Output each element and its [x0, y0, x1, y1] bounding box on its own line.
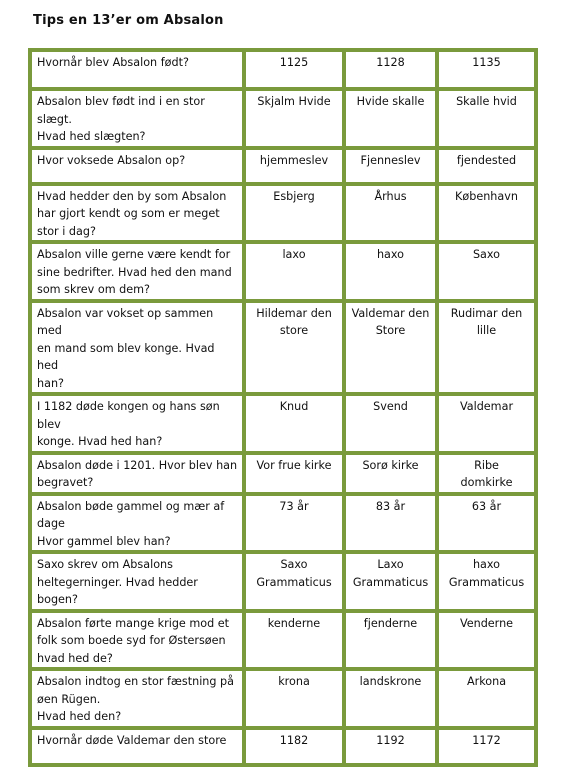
question-cell: Absalon indtog en stor fæstning på øen Rügen. Hvad hed den?	[30, 669, 244, 728]
answer-option-3: Venderne	[437, 611, 536, 670]
answer-option-3: Skalle hvid	[437, 89, 536, 148]
answer-option-3: 1135	[437, 50, 536, 89]
answer-option-1: Knud	[244, 394, 344, 453]
question-row	[30, 728, 536, 765]
answer-option-2: haxo	[344, 242, 437, 301]
answer-option-3: 63 år	[437, 494, 536, 553]
answer-option-2: 83 år	[344, 494, 437, 553]
question-row	[30, 453, 536, 494]
question-row	[30, 50, 536, 89]
question-row	[30, 494, 536, 553]
answer-option-3: København	[437, 184, 536, 243]
answer-option-3: Arkona	[437, 669, 536, 728]
answer-option-3: 1172	[437, 728, 536, 765]
answer-option-1: Esbjerg	[244, 184, 344, 243]
answer-option-2: fjenderne	[344, 611, 437, 670]
question-cell: Hvor voksede Absalon op?	[30, 148, 244, 184]
answer-option-2: Hvide skalle	[344, 89, 437, 148]
answer-option-1: 1125	[244, 50, 344, 89]
quiz-table	[28, 48, 538, 767]
question-cell: Hvornår døde Valdemar den store	[30, 728, 244, 765]
question-cell: Absalon blev født ind i en stor slægt. Hvad hed slægten?	[30, 89, 244, 148]
answer-option-3: Valdemar	[437, 394, 536, 453]
answer-option-3: Ribe domkirke	[437, 453, 536, 494]
question-cell: Saxo skrev om Absalons heltegerninger. Hvad hedder bogen?	[30, 552, 244, 611]
question-cell: I 1182 døde kongen og hans søn blev konge. Hvad hed han?	[30, 394, 244, 453]
answer-option-2: Valdemar den Store	[344, 301, 437, 395]
answer-option-2: Laxo Grammaticus	[344, 552, 437, 611]
question-row	[30, 611, 536, 670]
answer-option-1: 1182	[244, 728, 344, 765]
answer-option-1: laxo	[244, 242, 344, 301]
answer-option-3: Saxo	[437, 242, 536, 301]
question-cell: Absalon døde i 1201. Hvor blev han begravet?	[30, 453, 244, 494]
answer-option-2: Århus	[344, 184, 437, 243]
question-row	[30, 552, 536, 611]
answer-option-3: haxo Grammaticus	[437, 552, 536, 611]
answer-option-1: krona	[244, 669, 344, 728]
answer-option-1: kenderne	[244, 611, 344, 670]
answer-option-2: landskrone	[344, 669, 437, 728]
page-title: Tips en 13’er om Absalon	[33, 13, 224, 28]
question-row	[30, 89, 536, 148]
question-row	[30, 148, 536, 184]
question-cell: Absalon ville gerne være kendt for sine bedrifter. Hvad hed den mand som skrev om dem?	[30, 242, 244, 301]
question-row	[30, 242, 536, 301]
question-cell: Hvornår blev Absalon født?	[30, 50, 244, 89]
answer-option-2: 1128	[344, 50, 437, 89]
question-row	[30, 669, 536, 728]
answer-option-2: Fjenneslev	[344, 148, 437, 184]
answer-option-1: hjemmeslev	[244, 148, 344, 184]
question-row	[30, 394, 536, 453]
answer-option-3: fjendested	[437, 148, 536, 184]
question-cell: Absalon bøde gammel og mær af dage Hvor gammel blev han?	[30, 494, 244, 553]
answer-option-1: 73 år	[244, 494, 344, 553]
question-cell: Hvad hedder den by som Absalon har gjort kendt og som er meget stor i dag?	[30, 184, 244, 243]
answer-option-1: Skjalm Hvide	[244, 89, 344, 148]
question-row	[30, 301, 536, 395]
question-cell: Absalon var vokset op sammen med en mand som blev konge. Hvad hed han?	[30, 301, 244, 395]
answer-option-2: Sorø kirke	[344, 453, 437, 494]
answer-option-1: Hildemar den store	[244, 301, 344, 395]
question-cell: Absalon førte mange krige mod et folk som boede syd for Østersøen hvad hed de?	[30, 611, 244, 670]
answer-option-1: Saxo Grammaticus	[244, 552, 344, 611]
answer-option-2: Svend	[344, 394, 437, 453]
answer-option-2: 1192	[344, 728, 437, 765]
answer-option-3: Rudimar den lille	[437, 301, 536, 395]
answer-option-1: Vor frue kirke	[244, 453, 344, 494]
question-row	[30, 184, 536, 243]
